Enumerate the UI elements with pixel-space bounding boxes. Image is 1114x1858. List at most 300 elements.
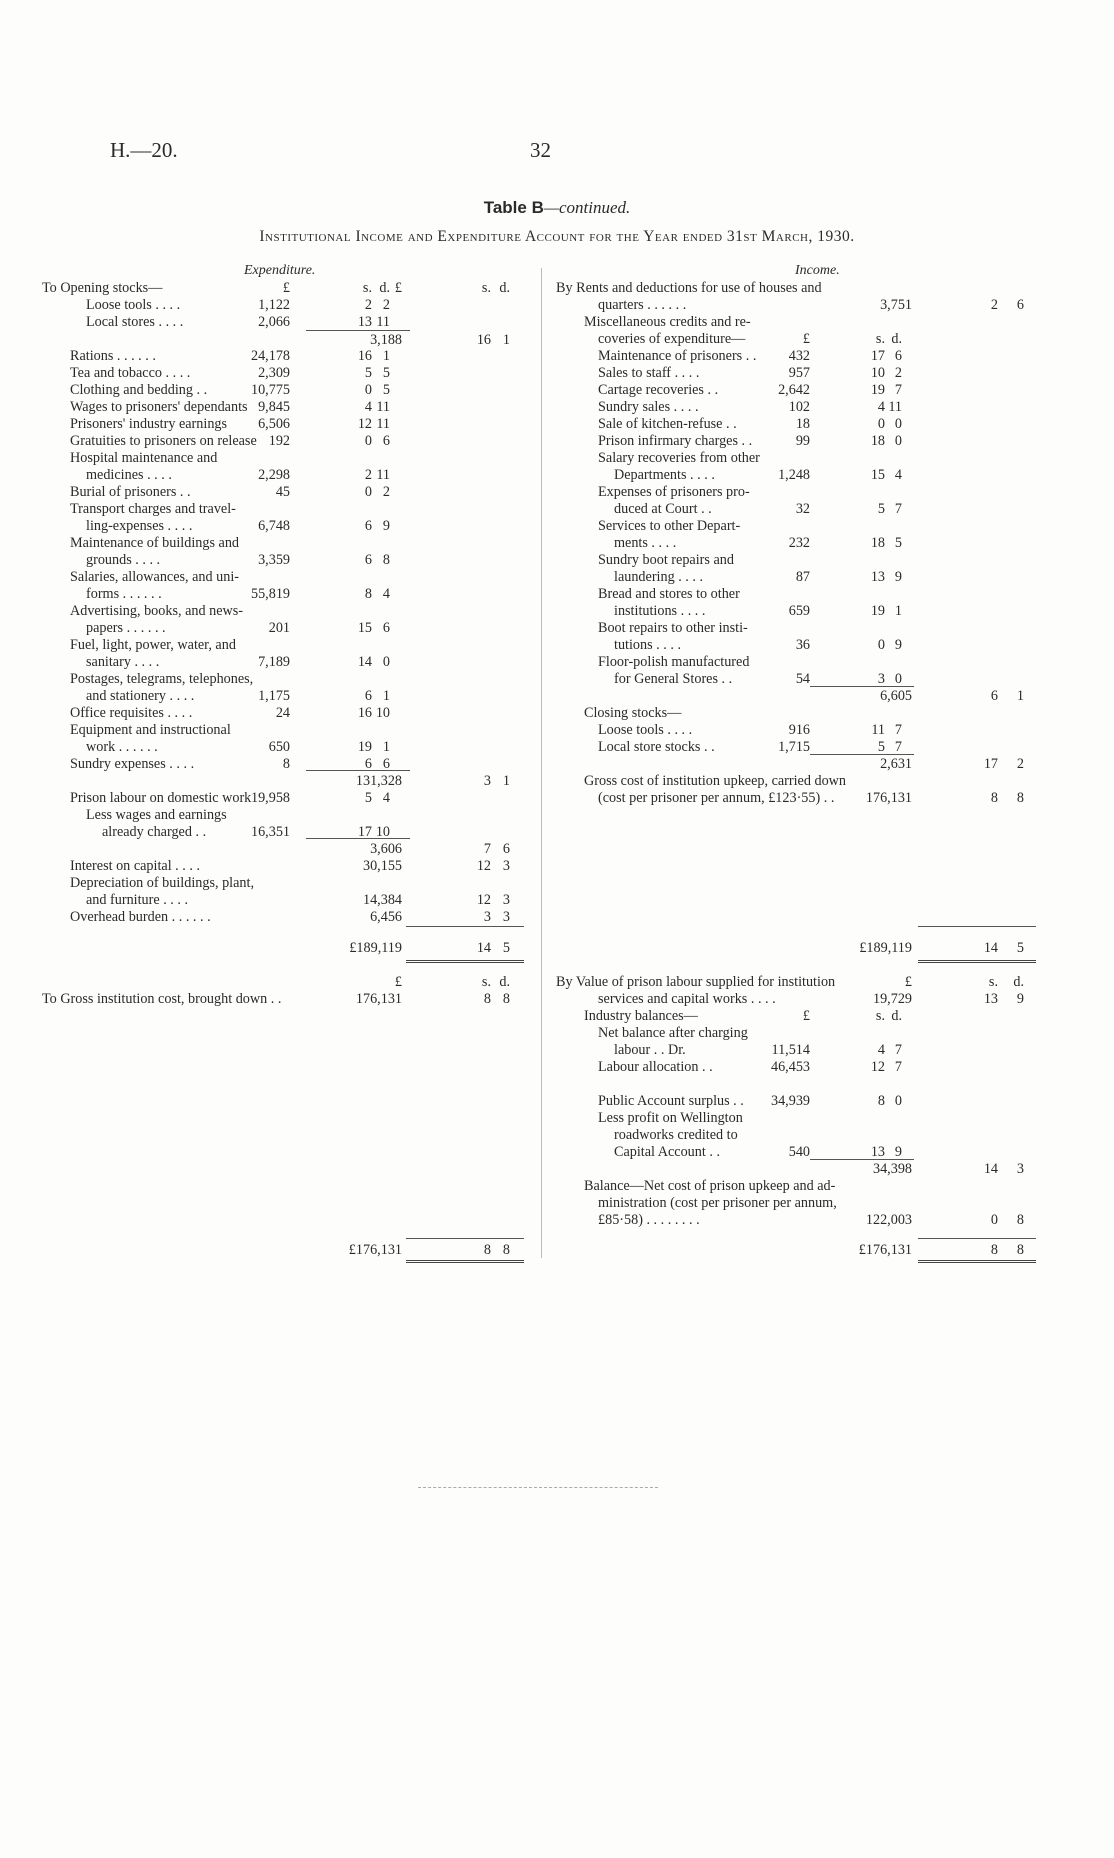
expenditure-line: [0, 824, 1114, 841]
pence-value: d.: [1013, 974, 1024, 990]
line-label: Local stores . . . .: [86, 314, 184, 330]
income-line: [0, 974, 1114, 991]
table-title-suffix: —continued.: [543, 198, 631, 217]
line-label: Services to other Depart-: [598, 518, 741, 534]
pounds-value: 19,729: [872, 991, 912, 1007]
inner-pence-value: 1: [382, 348, 390, 364]
line-label: By Value of prison labour supplied for institution: [556, 974, 836, 990]
inner-pounds-value: £: [802, 1008, 810, 1024]
inner-pence-value: 7: [894, 739, 902, 755]
line-label: ministration (cost per prisoner per annum,: [598, 1195, 837, 1211]
inner-pence-value: 0: [894, 1093, 902, 1109]
inner-shillings-value: s.: [362, 280, 372, 296]
inner-pounds-value: 3,359: [258, 552, 290, 568]
inner-shillings-value: 3: [877, 671, 885, 687]
inner-pounds-value: 45: [275, 484, 290, 500]
pence-value: 9: [1016, 991, 1024, 1007]
line-label: and furniture . . . .: [86, 892, 189, 908]
total-double-rule: [406, 960, 524, 963]
shillings-value: 16: [476, 332, 491, 348]
income-line: [0, 637, 1114, 654]
shillings-value: s.: [481, 280, 491, 296]
pence-value: 8: [1016, 1212, 1024, 1228]
pence-value: d.: [499, 974, 510, 990]
line-label: grounds . . . .: [86, 552, 161, 568]
inner-shillings-value: 15: [357, 620, 372, 636]
inner-pounds-value: 34,939: [770, 1093, 810, 1109]
pence-value: 3: [502, 892, 510, 908]
expenditure-line: [0, 841, 1114, 858]
inner-pounds-value: 1,248: [778, 467, 810, 483]
pounds-value: 131,328: [355, 773, 402, 789]
income-line: [0, 433, 1114, 450]
inner-pence-value: 2: [894, 365, 902, 381]
line-label: labour . . Dr.: [614, 1042, 686, 1058]
line-label: Overhead burden . . . . . .: [70, 909, 211, 925]
line-label: Public Account surplus . .: [598, 1093, 744, 1109]
income-line: [0, 280, 1114, 297]
inner-pounds-value: 2,066: [258, 314, 290, 330]
income-line: [0, 1212, 1114, 1229]
inner-pence-value: 1: [382, 739, 390, 755]
inner-pence-value: 4: [382, 586, 390, 602]
inner-pence-value: 7: [894, 1042, 902, 1058]
inner-shillings-value: 2: [364, 297, 372, 313]
inner-pounds-value: 10,775: [250, 382, 290, 398]
shillings-value: s.: [481, 974, 491, 990]
pence-value: 3: [502, 909, 510, 925]
inner-shillings-value: 18: [870, 433, 885, 449]
income-line: [0, 569, 1114, 586]
total-rule: [406, 1238, 524, 1239]
pounds-value: 6,605: [880, 688, 912, 704]
expenditure-line: [0, 858, 1114, 875]
pence-value: 3: [1016, 1161, 1024, 1177]
inner-pounds-value: 650: [268, 739, 290, 755]
line-label: Prison labour on domestic work: [70, 790, 252, 806]
line-label: Equipment and instructional: [70, 722, 231, 738]
shillings-value: 12: [476, 892, 491, 908]
pence-value: 8: [502, 1242, 510, 1258]
income-line: [0, 331, 1114, 348]
inner-shillings-value: 17: [357, 824, 372, 840]
inner-pounds-value: 18: [795, 416, 810, 432]
line-label: medicines . . . .: [86, 467, 172, 483]
pence-value: 5: [1016, 940, 1024, 956]
inner-shillings-value: 11: [871, 722, 885, 738]
inner-pence-value: d.: [891, 331, 902, 347]
inner-pounds-value: 102: [788, 399, 810, 415]
income-line: [0, 940, 1114, 957]
inner-shillings-value: 14: [357, 654, 372, 670]
inner-shillings-value: 19: [870, 603, 885, 619]
line-label: forms . . . . . .: [86, 586, 162, 602]
line-label: Less profit on Wellington: [598, 1110, 743, 1126]
line-label: Rations . . . . . .: [70, 348, 156, 364]
income-line: [0, 773, 1114, 790]
inner-pounds-value: 16,351: [250, 824, 290, 840]
line-label: Departments . . . .: [614, 467, 715, 483]
inner-pounds-value: 24,178: [250, 348, 290, 364]
total-double-rule: [406, 1260, 524, 1263]
inner-pence-value: 11: [376, 399, 390, 415]
income-line: [0, 705, 1114, 722]
pounds-value: 30,155: [362, 858, 402, 874]
inner-pounds-value: 54: [795, 671, 810, 687]
inner-shillings-value: 10: [870, 365, 885, 381]
income-line: [0, 1178, 1114, 1195]
inner-pounds-value: 9,845: [258, 399, 290, 415]
income-line: [0, 1127, 1114, 1144]
account-subtitle: Institutional Income and Expenditure Account for the Year ended 31st March, 1930.: [259, 228, 855, 245]
inner-pounds-value: 32: [795, 501, 810, 517]
line-label: Less wages and earnings: [86, 807, 227, 823]
total-rule: [406, 926, 524, 927]
inner-shillings-value: 6: [364, 552, 372, 568]
shillings-value: 2: [990, 297, 998, 313]
line-label: £85·58) . . . . . . . .: [598, 1212, 700, 1228]
line-label: Net balance after charging: [598, 1025, 748, 1041]
pounds-value: 3,606: [370, 841, 402, 857]
inner-pence-value: 0: [894, 671, 902, 687]
line-label: and stationery . . . .: [86, 688, 195, 704]
pounds-value: £: [394, 974, 402, 990]
line-label: sanitary . . . .: [86, 654, 160, 670]
inner-pence-value: 11: [376, 314, 390, 330]
inner-shillings-value: 19: [357, 739, 372, 755]
inner-pence-value: 4: [382, 790, 390, 806]
income-line: [0, 586, 1114, 603]
inner-pence-value: d.: [379, 280, 390, 296]
inner-pence-value: 2: [382, 297, 390, 313]
income-line: [0, 991, 1114, 1008]
page-number: 32: [530, 138, 551, 162]
inner-pounds-value: 99: [795, 433, 810, 449]
inner-pounds-value: 7,189: [258, 654, 290, 670]
line-label: Bread and stores to other: [598, 586, 740, 602]
pence-value: 6: [1016, 297, 1024, 313]
subtotal-rule: [810, 686, 914, 687]
inner-pence-value: 6: [382, 620, 390, 636]
inner-pence-value: 11: [888, 399, 902, 415]
line-label: To Opening stocks—: [42, 280, 163, 296]
pounds-value: 34,398: [872, 1161, 912, 1177]
inner-pounds-value: 8: [282, 756, 290, 772]
line-label: Transport charges and travel-: [70, 501, 236, 517]
income-line: [0, 552, 1114, 569]
inner-pence-value: 6: [894, 348, 902, 364]
line-label: Sundry sales . . . .: [598, 399, 699, 415]
inner-pounds-value: 957: [788, 365, 810, 381]
inner-shillings-value: 12: [870, 1059, 885, 1075]
income-line: [0, 1110, 1114, 1127]
inner-pence-value: 10: [375, 705, 390, 721]
line-label: Floor-polish manufactured: [598, 654, 750, 670]
inner-shillings-value: 13: [870, 1144, 885, 1160]
total-rule: [918, 1238, 1036, 1239]
income-line: [0, 654, 1114, 671]
line-label: Maintenance of buildings and: [70, 535, 240, 551]
subtotal-rule: [810, 754, 914, 755]
total-double-rule: [918, 960, 1036, 963]
pence-value: 1: [502, 773, 510, 789]
income-line: [0, 314, 1114, 331]
line-label: Gratuities to prisoners on release: [70, 433, 257, 449]
line-label: Office requisites . . . .: [70, 705, 193, 721]
shillings-value: 6: [990, 688, 998, 704]
inner-pounds-value: 192: [268, 433, 290, 449]
inner-pounds-value: 1,715: [778, 739, 810, 755]
income-line: [0, 722, 1114, 739]
line-label: Fuel, light, power, water, and: [70, 637, 236, 653]
inner-pounds-value: 46,453: [770, 1059, 810, 1075]
line-label: services and capital works . . . .: [598, 991, 776, 1007]
inner-pence-value: 9: [382, 518, 390, 534]
inner-pounds-value: 55,819: [250, 586, 290, 602]
line-label: To Gross institution cost, brought down . .: [42, 991, 282, 1007]
shillings-value: 17: [983, 756, 998, 772]
line-label: Salaries, allowances, and uni-: [70, 569, 240, 585]
income-line: [0, 671, 1114, 688]
income-line: [0, 297, 1114, 314]
inner-pence-value: 9: [894, 1144, 902, 1160]
line-label: Sundry boot repairs and: [598, 552, 734, 568]
line-label: ments . . . .: [614, 535, 677, 551]
pence-value: 8: [1016, 1242, 1024, 1258]
line-label: By Rents and deductions for use of houses and: [556, 280, 822, 296]
inner-pence-value: 4: [894, 467, 902, 483]
inner-shillings-value: 5: [877, 501, 885, 517]
income-line: [0, 1059, 1114, 1076]
line-label: Miscellaneous credits and re-: [584, 314, 751, 330]
pence-value: 3: [502, 858, 510, 874]
income-line: [0, 348, 1114, 365]
line-label: Balance—Net cost of prison upkeep and ad-: [584, 1178, 836, 1194]
inner-shillings-value: s.: [875, 331, 885, 347]
inner-pence-value: 11: [376, 416, 390, 432]
inner-shillings-value: 16: [357, 705, 372, 721]
pence-value: 5: [502, 940, 510, 956]
inner-pounds-value: 2,642: [778, 382, 810, 398]
inner-pounds-value: 6,506: [258, 416, 290, 432]
line-label: Prisoners' industry earnings: [70, 416, 228, 432]
line-label: Capital Account . .: [614, 1144, 720, 1160]
inner-pence-value: 5: [894, 535, 902, 551]
inner-pence-value: 9: [894, 569, 902, 585]
inner-shillings-value: 4: [364, 399, 372, 415]
pounds-value: 6,456: [370, 909, 402, 925]
subtotal-rule: [306, 330, 410, 331]
inner-pounds-value: 916: [788, 722, 810, 738]
income-line: [0, 365, 1114, 382]
total-rule: [918, 926, 1036, 927]
income-line: [0, 467, 1114, 484]
inner-shillings-value: 0: [364, 433, 372, 449]
line-label: Postages, telegrams, telephones,: [70, 671, 254, 687]
shillings-value: s.: [988, 974, 998, 990]
line-label: Advertising, books, and news-: [70, 603, 243, 619]
inner-pence-value: 0: [894, 433, 902, 449]
line-label: ling-expenses . . . .: [86, 518, 193, 534]
income-line: [0, 484, 1114, 501]
income-line: [0, 535, 1114, 552]
income-line: [0, 688, 1114, 705]
inner-shillings-value: 19: [870, 382, 885, 398]
income-line: [0, 1161, 1114, 1178]
pounds-value: 3,188: [370, 332, 402, 348]
line-label: Sale of kitchen-refuse . .: [598, 416, 737, 432]
inner-pence-value: 11: [376, 467, 390, 483]
line-label: already charged . .: [102, 824, 207, 840]
income-line: [0, 1093, 1114, 1110]
line-label: Expenses of prisoners pro-: [598, 484, 750, 500]
shillings-value: 8: [990, 1242, 998, 1258]
subtotal-rule: [306, 838, 410, 839]
inner-shillings-value: 17: [870, 348, 885, 364]
line-label: for General Stores . .: [614, 671, 733, 687]
inner-pounds-value: 659: [788, 603, 810, 619]
inner-pence-value: 7: [894, 1059, 902, 1075]
pence-value: 6: [502, 841, 510, 857]
inner-pence-value: 10: [375, 824, 390, 840]
inner-pence-value: 0: [894, 416, 902, 432]
income-line: [0, 416, 1114, 433]
inner-shillings-value: 15: [870, 467, 885, 483]
pounds-value: £: [394, 280, 402, 296]
inner-pence-value: 1: [894, 603, 902, 619]
inner-shillings-value: 13: [870, 569, 885, 585]
income-line: [0, 790, 1114, 807]
expenditure-heading: Expenditure.: [244, 263, 316, 278]
line-label: Loose tools . . . .: [598, 722, 693, 738]
pence-value: 8: [502, 991, 510, 1007]
income-line: [0, 756, 1114, 773]
inner-shillings-value: 8: [877, 1093, 885, 1109]
inner-pence-value: 6: [382, 756, 390, 772]
shillings-value: 3: [483, 909, 491, 925]
inner-shillings-value: 8: [364, 586, 372, 602]
inner-shillings-value: 5: [364, 790, 372, 806]
inner-shillings-value: 0: [364, 484, 372, 500]
line-label: Sundry expenses . . . .: [70, 756, 195, 772]
pounds-value: £189,119: [859, 940, 912, 956]
pounds-value: 2,631: [880, 756, 912, 772]
income-line: [0, 1242, 1114, 1259]
shillings-value: 8: [483, 1242, 491, 1258]
inner-pounds-value: 6,748: [258, 518, 290, 534]
inner-pence-value: 5: [382, 365, 390, 381]
income-heading: Income.: [795, 263, 840, 278]
inner-pence-value: d.: [891, 1008, 902, 1024]
line-label: Maintenance of prisoners . .: [598, 348, 757, 364]
line-label: Closing stocks—: [584, 705, 682, 721]
inner-shillings-value: 5: [364, 365, 372, 381]
shillings-value: 14: [983, 1161, 998, 1177]
line-label: Loose tools . . . .: [86, 297, 181, 313]
shillings-value: 8: [483, 991, 491, 1007]
line-label: Industry balances—: [584, 1008, 698, 1024]
inner-shillings-value: 6: [364, 688, 372, 704]
income-line: [0, 739, 1114, 756]
line-label: Hospital maintenance and: [70, 450, 218, 466]
inner-pence-value: 6: [382, 433, 390, 449]
pence-value: 1: [502, 332, 510, 348]
income-line: [0, 382, 1114, 399]
line-label: Boot repairs to other insti-: [598, 620, 748, 636]
line-label: (cost per prisoner per annum, £123·55) . .: [598, 790, 835, 806]
inner-pence-value: 7: [894, 722, 902, 738]
inner-pounds-value: 19,958: [250, 790, 290, 806]
line-label: Labour allocation . .: [598, 1059, 713, 1075]
expenditure-line: [0, 909, 1114, 926]
inner-shillings-value: 0: [364, 382, 372, 398]
pounds-value: 176,131: [865, 790, 912, 806]
subtotal-rule: [810, 1159, 914, 1160]
pounds-value: £176,131: [858, 1242, 912, 1258]
inner-pounds-value: 232: [788, 535, 810, 551]
inner-shillings-value: 2: [364, 467, 372, 483]
inner-pounds-value: 432: [788, 348, 810, 364]
shillings-value: 13: [983, 991, 998, 1007]
line-label: Gross cost of institution upkeep, carried down: [584, 773, 847, 789]
inner-pence-value: 8: [382, 552, 390, 568]
inner-pounds-value: £: [802, 331, 810, 347]
inner-pounds-value: £: [282, 280, 290, 296]
expenditure-line: [0, 807, 1114, 824]
pounds-value: £: [904, 974, 912, 990]
shillings-value: 14: [476, 940, 491, 956]
shillings-value: 7: [483, 841, 491, 857]
table-title: [0, 198, 1114, 218]
inner-shillings-value: 0: [877, 637, 885, 653]
inner-shillings-value: 4: [877, 399, 885, 415]
total-double-rule: [918, 1260, 1036, 1263]
inner-pence-value: 1: [382, 688, 390, 704]
table-title-main: Table B: [483, 198, 544, 217]
pounds-value: 14,384: [362, 892, 402, 908]
inner-pounds-value: 36: [795, 637, 810, 653]
expenditure-line: [0, 875, 1114, 892]
shillings-value: 12: [476, 858, 491, 874]
income-line: [0, 450, 1114, 467]
income-line: [0, 399, 1114, 416]
line-label: Interest on capital . . . .: [70, 858, 201, 874]
line-label: roadworks credited to: [614, 1127, 738, 1143]
income-line: [0, 518, 1114, 535]
pence-value: 8: [1016, 790, 1024, 806]
inner-shillings-value: s.: [875, 1008, 885, 1024]
line-label: papers . . . . . .: [86, 620, 166, 636]
inner-shillings-value: 12: [357, 416, 372, 432]
inner-pounds-value: 24: [275, 705, 290, 721]
line-label: Wages to prisoners' dependants: [70, 399, 248, 415]
line-label: Local store stocks . .: [598, 739, 715, 755]
inner-pence-value: 9: [894, 637, 902, 653]
inner-pence-value: 0: [382, 654, 390, 670]
inner-pounds-value: 1,122: [258, 297, 290, 313]
inner-shillings-value: 16: [357, 348, 372, 364]
shillings-value: 8: [990, 790, 998, 806]
inner-pence-value: 7: [894, 382, 902, 398]
inner-shillings-value: 13: [357, 314, 372, 330]
income-line: [0, 1144, 1114, 1161]
income-line: [0, 1042, 1114, 1059]
line-label: laundering . . . .: [614, 569, 704, 585]
line-label: Sales to staff . . . .: [598, 365, 700, 381]
document-reference: H.—20.: [110, 138, 178, 162]
line-label: coveries of expenditure—: [598, 331, 746, 347]
shillings-value: 3: [483, 773, 491, 789]
